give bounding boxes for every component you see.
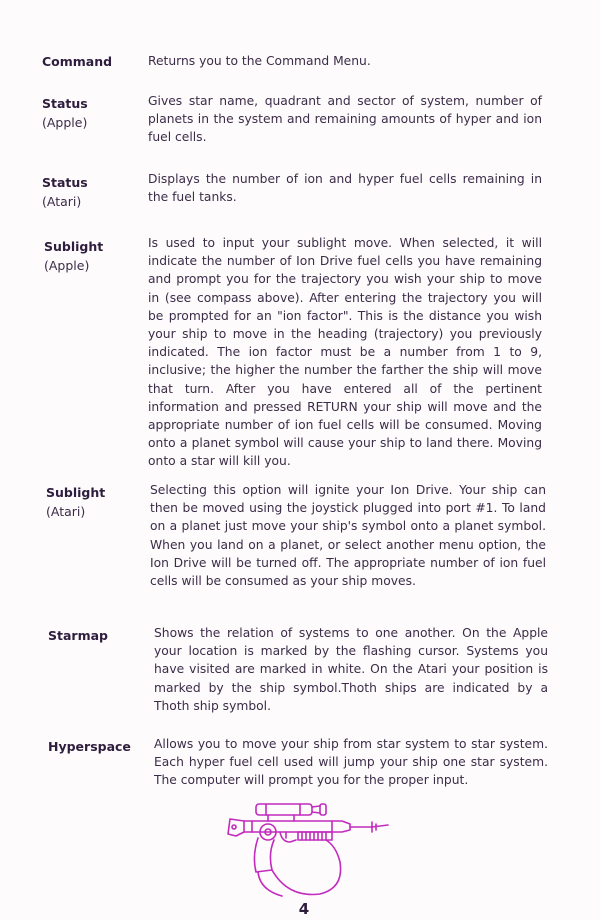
term-name: Sublight bbox=[46, 485, 106, 500]
term-name: Status bbox=[42, 175, 88, 190]
term-description: Selecting this option will ignite your Ion Drive. Your ship can then be moved using the joystick plugged into port #1. To land on a planet just move your ship's symbol onto a planet symbol. When you land on a planet, or select another menu option, the Ion Drive will be turned off. The appropriate number of ion fuel cells will be consumed as your ship moves. bbox=[150, 483, 546, 589]
term-qualifier: (Atari) bbox=[42, 194, 82, 209]
term-qualifier: (Apple) bbox=[42, 115, 88, 130]
term-description: Returns you to the Command Menu. bbox=[148, 54, 371, 68]
term-cell bbox=[46, 483, 105, 521]
term-qualifier: (Atari) bbox=[46, 504, 86, 519]
term-description: Is used to input your sublight move. When selected, it will indicate the number of Ion Drive fuel cells you have remaining and prompt you for the trajectory you wish your ship to move in (see compass above). After entering the trajectory you will be prompted for an "ion factor". This is the distance you wish your ship to move in the heading (trajectory) you previously indicated. The ion factor must be a number from 1 to 9, inclusive; the higher the number the farther the ship will move that turn. After you have entered all of the pertinent information and pressed RETURN your ship will move and the appropriate number of ion fuel cells will be consumed. Moving onto a planet symbol will cause your ship to land there. Moving onto a star will kill you. bbox=[148, 236, 542, 469]
term-name: Sublight bbox=[44, 239, 104, 254]
term-cell bbox=[42, 52, 112, 71]
term-description: Shows the relation of systems to one another. On the Apple your location is marked by the flashing cursor. Systems you have visited are marked in white. On the Atari your position is marked by the ship symbol.Thoth ships are indicated by a Thoth ship symbol. bbox=[154, 626, 548, 713]
term-name: Status bbox=[42, 96, 88, 111]
term-name: Hyperspace bbox=[48, 739, 131, 754]
term-cell bbox=[42, 173, 88, 211]
term-description: Displays the number of ion and hyper fuel cells remaining in the fuel tanks. bbox=[148, 172, 542, 205]
term-cell bbox=[44, 237, 103, 275]
term-name: Starmap bbox=[48, 628, 108, 643]
term-cell bbox=[48, 737, 131, 756]
term-qualifier: (Apple) bbox=[44, 258, 90, 273]
term-name: Command bbox=[42, 54, 113, 69]
blaster-pistol-icon bbox=[222, 800, 394, 902]
term-description: Gives star name, quadrant and sector of system, number of planets in the system and remaining amounts of hyper and ion fuel cells. bbox=[148, 94, 542, 145]
term-description: Allows you to move your ship from star system to star system. Each hyper fuel cell used will jump your ship one star system. The computer will prompt you for the proper input. bbox=[154, 737, 548, 788]
term-cell bbox=[42, 94, 88, 132]
term-cell bbox=[48, 626, 108, 645]
page-number: 4 bbox=[298, 900, 310, 918]
